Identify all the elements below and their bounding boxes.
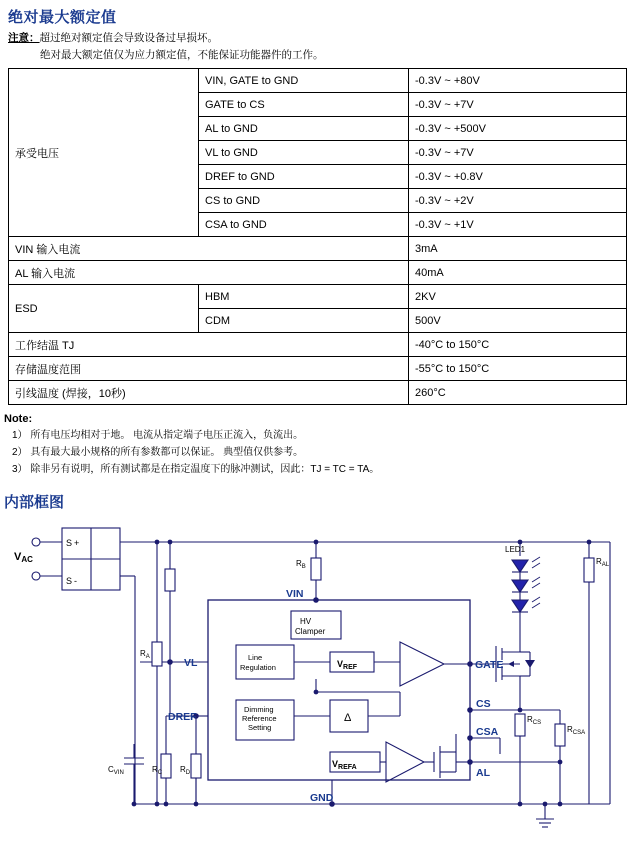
cell-cond: VIN, GATE to GND — [199, 69, 409, 93]
label-ra: $R_A$ — [140, 649, 150, 661]
label-gnd: GND — [310, 792, 334, 805]
label-csa: CSA — [476, 726, 499, 739]
cell-cond: CSA to GND — [199, 213, 409, 237]
label-bridge-s2: S — [66, 576, 73, 587]
label-vl: VL — [184, 657, 198, 670]
label-ral: $R_{AL}$ — [596, 557, 610, 569]
cell-param: 引线温度 (焊接，10秒) — [9, 381, 409, 405]
label-setting: Setting — [248, 723, 272, 733]
cell-value: -0.3V ~ +1V — [409, 213, 627, 237]
amr-note-1 — [8, 31, 634, 46]
cell-cond: AL to GND — [199, 117, 409, 141]
cell-cond: HBM — [199, 285, 409, 309]
note-label: 注意： — [8, 32, 40, 44]
cell-value: 3mA — [409, 237, 627, 261]
cell-value: -0.3V ~ +2V — [409, 189, 627, 213]
label-line: Line — [248, 653, 263, 663]
cell-value: 260°C — [409, 381, 627, 405]
table-row — [9, 69, 627, 93]
cell-cond: GATE to CS — [199, 93, 409, 117]
cell-param — [9, 333, 409, 357]
cell-value: -0.3V ~ +80V — [409, 69, 627, 93]
cell-param: ESD — [9, 285, 199, 333]
table-row — [9, 381, 627, 405]
notes-heading: Note: — [4, 413, 33, 426]
block-diagram-title: 内部框图 — [4, 494, 65, 512]
label-delta: Δ — [344, 712, 352, 725]
table-row — [9, 357, 627, 381]
cell-cond: DREF to GND — [199, 165, 409, 189]
label-cvin: $C_{VIN}$ — [108, 765, 124, 777]
cell-value: -0.3V ~ +7V — [409, 93, 627, 117]
label-cs: CS — [476, 698, 491, 711]
ac-terminal-top — [32, 538, 40, 546]
label-bridge-s1: S — [66, 538, 73, 549]
note-item: 1） 所有电压均相对于地。 电流从指定端子电压正流入，负流出。 — [12, 430, 304, 442]
label-dref: DREF — [168, 711, 197, 724]
label-reference: Reference — [242, 714, 277, 724]
label-vin: VIN — [286, 588, 304, 601]
ac-terminal-bottom — [32, 572, 40, 580]
table-row — [9, 333, 627, 357]
cell-param-text: 工作结温 TJ — [15, 339, 75, 352]
datasheet-page — [0, 6, 634, 842]
label-rb: $R_B$ — [296, 559, 306, 571]
cell-value: -0.3V ~ +500V — [409, 117, 627, 141]
label-vac: VAC — [14, 551, 33, 565]
note-text-1: 超过绝对额定值会导致设备过早损坏。 — [39, 32, 218, 44]
note-item: 3） 除非另有说明，所有测试都是在指定温度下的脉冲测试，因此：TJ = TC = TA。 — [12, 464, 380, 476]
label-bridge-plus: + — [74, 538, 80, 549]
cell-cond: CDM — [199, 309, 409, 333]
table-row — [9, 237, 627, 261]
label-rd: $R_D$ — [180, 765, 191, 777]
label-hv: HV — [300, 617, 312, 627]
label-clamper: Clamper — [295, 627, 326, 637]
cell-param: AL 输入电流 — [9, 261, 409, 285]
label-gate: GATE — [475, 659, 504, 672]
label-vrefa: $V_{REFA}$ — [332, 759, 357, 772]
label-bridge-minus: - — [74, 576, 77, 587]
cell-cond: CS to GND — [199, 189, 409, 213]
cell-value: 40mA — [409, 261, 627, 285]
label-rc: $R_C$ — [152, 765, 163, 777]
label-al: AL — [476, 767, 490, 780]
label-rcsa: $R_{CSA}$ — [567, 725, 586, 737]
absolute-maximum-ratings-table — [8, 68, 627, 405]
block-diagram — [0, 514, 634, 834]
amr-note-2: 绝对最大额定值仅为应力额定值，不能保证功能器件的工作。 — [40, 48, 324, 61]
cell-value: -0.3V ~ +7V — [409, 141, 627, 165]
cell-value: 500V — [409, 309, 627, 333]
label-regulation: Regulation — [240, 663, 276, 673]
cell-value: 2KV — [409, 285, 627, 309]
cell-param: 存储温度范围 — [9, 357, 409, 381]
label-led1: LED1 — [505, 545, 526, 555]
label-vref: $V_{REF}$ — [337, 659, 358, 672]
cell-cond: VL to GND — [199, 141, 409, 165]
cell-value: -55°C to 150°C — [409, 357, 627, 381]
page-title: 绝对最大额定值 — [8, 9, 117, 26]
label-dimming: Dimming — [244, 705, 274, 715]
cell-value: -0.3V ~ +0.8V — [409, 165, 627, 189]
label-rcs: $R_{CS}$ — [527, 715, 542, 727]
cell-value: -40°C to 150°C — [409, 333, 627, 357]
table-row — [9, 261, 627, 285]
cell-param: VIN 输入电流 — [9, 237, 409, 261]
cell-param: 承受电压 — [9, 69, 199, 237]
note-item: 2） 具有最大最小规格的所有参数都可以保证。 典型值仅供参考。 — [12, 447, 304, 459]
table-row — [9, 285, 627, 309]
